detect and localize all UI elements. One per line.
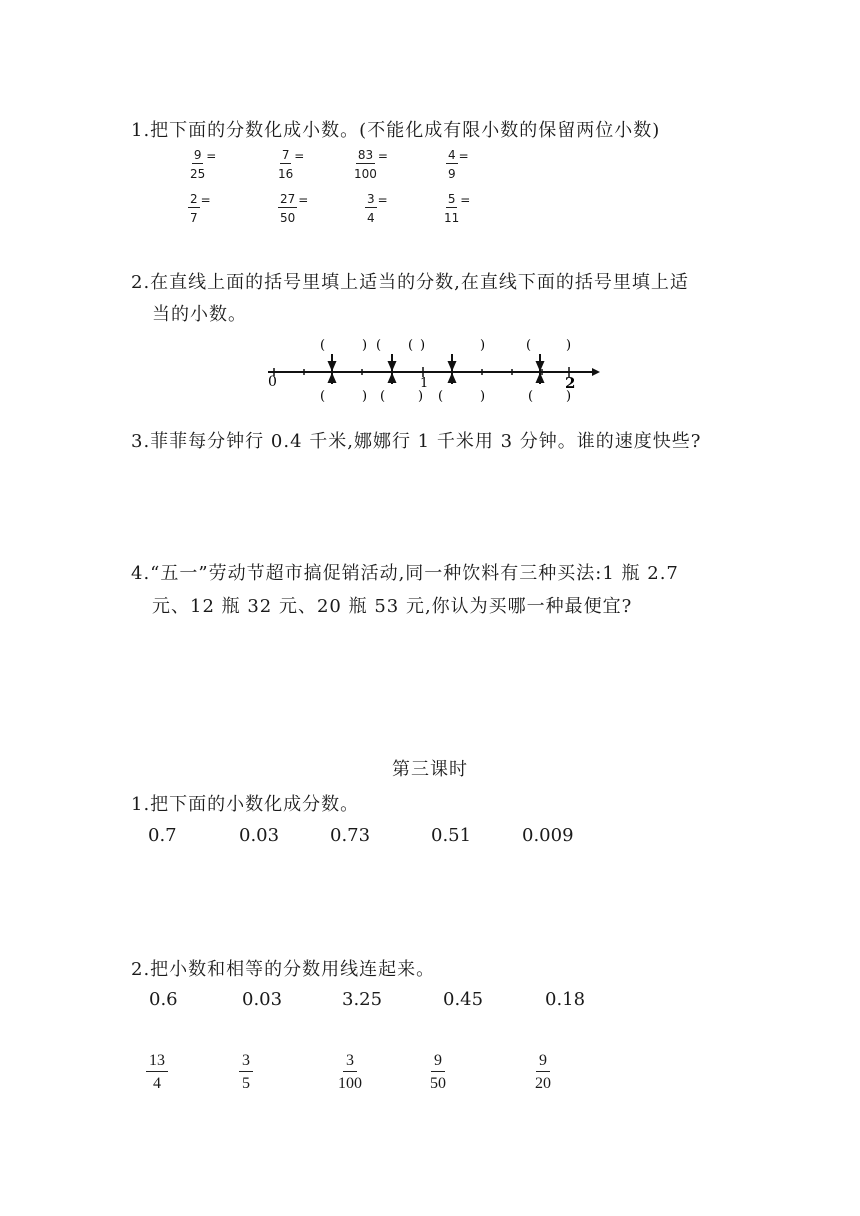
- question-2-line-1: 2.在直线上面的括号里填上适当的分数,在直线下面的括号里填上适: [131, 272, 689, 293]
- svg-text:): ): [362, 338, 368, 353]
- upper-blank-parentheses: [320, 338, 571, 353]
- svg-text:): ): [480, 389, 486, 404]
- decimal-item: 3.25: [342, 989, 383, 1010]
- arrow-head: [592, 368, 600, 376]
- svg-text:(: (: [320, 389, 326, 404]
- fraction-2-7: $\frac{2}{7}$ =: [190, 192, 211, 225]
- fraction-27-50: $\frac{27}{50}$ =: [280, 192, 309, 225]
- fraction-9-50: $\frac{9}{50}$: [430, 1052, 446, 1092]
- svg-text:(: (: [380, 389, 386, 404]
- question-3-text: 3.菲菲每分钟行 0.4 千米,娜娜行 1 千米用 3 分钟。谁的速度快些?: [131, 431, 702, 452]
- decimal-item: 0.51: [431, 825, 472, 846]
- question-4-line-2: 元、12 瓶 32 元、20 瓶 53 元,你认为买哪一种最便宜?: [152, 596, 633, 617]
- decimal-item: 0.03: [242, 989, 283, 1010]
- svg-text:): ): [566, 338, 572, 353]
- fraction-3-4: $\frac{3}{4}$ =: [367, 192, 388, 225]
- fraction-3-5: $\frac{3}{5}$: [239, 1051, 253, 1094]
- question-2-line-2: 当的小数。: [152, 304, 247, 325]
- decimal-item: 0.03: [239, 825, 280, 846]
- decimal-item: 0.7: [148, 825, 177, 846]
- fraction-13-4: $\frac{13}{4}$: [146, 1051, 168, 1094]
- svg-text:): ): [566, 389, 572, 404]
- svg-text:(: (: [376, 338, 382, 353]
- label-two: 2: [565, 374, 576, 392]
- svg-text:): ): [480, 338, 486, 353]
- svg-text:(: (: [528, 389, 534, 404]
- decimal-item: 0.73: [330, 825, 371, 846]
- number-line-figure: [262, 336, 602, 406]
- svg-text:): ): [420, 338, 426, 353]
- decimal-item: 0.18: [545, 989, 586, 1010]
- s3-question-1-text: 1.把下面的小数化成分数。: [131, 794, 360, 815]
- s3-question-2-text: 2.把小数和相等的分数用线连起来。: [131, 959, 436, 980]
- svg-text:): ): [418, 389, 424, 404]
- section-title: 第三课时: [392, 759, 468, 780]
- svg-text:): ): [362, 389, 368, 404]
- decimal-item: 0.009: [522, 825, 574, 846]
- svg-text:(: (: [320, 338, 326, 353]
- fraction-5-11: $\frac{5}{11}$ =: [444, 192, 471, 225]
- question-1-text: 1.把下面的分数化成小数。(不能化成有限小数的保留两位小数): [131, 120, 661, 141]
- decimal-item: 0.6: [149, 989, 178, 1010]
- question-4-line-1: 4.“五一”劳动节超市搞促销活动,同一种饮料有三种买法:1 瓶 2.7: [131, 563, 679, 584]
- lower-blank-parentheses: [320, 389, 571, 404]
- fraction-4-9: $\frac{4}{9}$ =: [448, 148, 469, 181]
- fraction-9-25: $\frac{9}{25}$ =: [190, 148, 217, 181]
- svg-text:(: (: [408, 338, 414, 353]
- fraction-7-16: $\frac{7}{16}$ =: [278, 148, 305, 181]
- svg-text:(: (: [438, 389, 444, 404]
- point-markers: [329, 354, 543, 384]
- fraction-9-20: $\frac{9}{20}$: [535, 1052, 551, 1092]
- label-zero: 0: [268, 374, 277, 390]
- fraction-3-100: $\frac{3}{100}$: [338, 1052, 362, 1092]
- label-one: 1: [420, 376, 429, 391]
- svg-text:(: (: [526, 338, 532, 353]
- fraction-83-100: $\frac{83}{100}$ =: [354, 148, 388, 181]
- decimal-item: 0.45: [443, 989, 484, 1010]
